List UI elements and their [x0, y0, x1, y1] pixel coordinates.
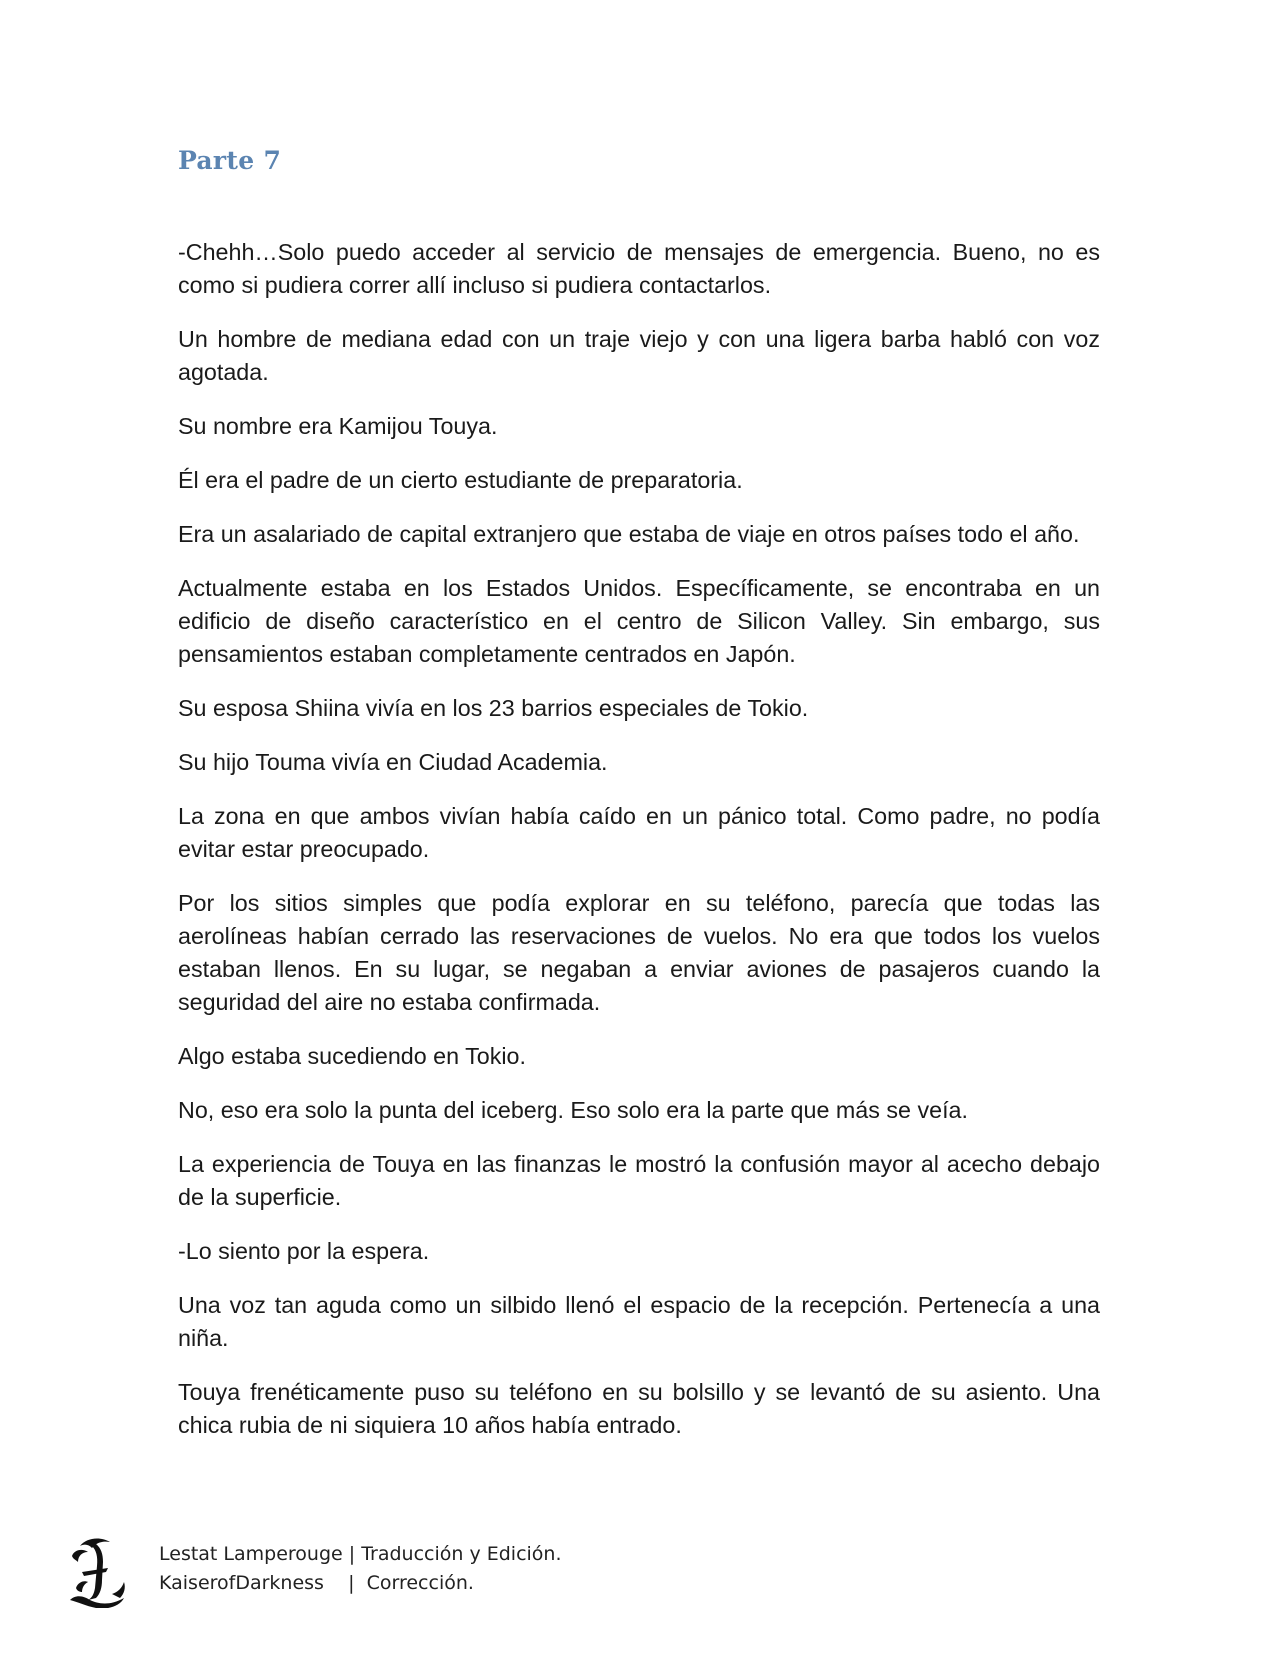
- credits: [159, 1540, 562, 1598]
- paragraph: Su nombre era Kamijou Touya.: [178, 413, 498, 439]
- paragraph: -Chehh…Solo puedo acceder al servicio de mensajes de emergencia. Bueno, no es como si pudiera correr allí incluso si pudiera contactarlos.: [178, 239, 1100, 298]
- paragraph: La experiencia de Touya en las finanzas le mostró la confusión mayor al acecho debajo de la superficie.: [178, 1151, 1100, 1210]
- paragraph: Era un asalariado de capital extranjero que estaba de viaje en otros países todo el año.: [178, 521, 1080, 547]
- paragraph: Su esposa Shiina vivía en los 23 barrios especiales de Tokio.: [178, 695, 809, 721]
- paragraph: Su hijo Touma vivía en Ciudad Academia.: [178, 749, 608, 775]
- page-footer: [66, 1536, 766, 1616]
- paragraph: Él era el padre de un cierto estudiante de preparatoria.: [178, 467, 743, 493]
- paragraph: Una voz tan aguda como un silbido llenó el espacio de la recepción. Pertenecía a una niña.: [178, 1292, 1100, 1351]
- credit-correction: KaiserofDarkness | Corrección.: [159, 1572, 474, 1594]
- section-heading: Parte 7: [178, 146, 282, 175]
- paragraph: Un hombre de mediana edad con un traje viejo y con una ligera barba habló con voz agotada.: [178, 326, 1100, 385]
- credit-translation: Lestat Lamperouge | Traducción y Edición.: [159, 1543, 562, 1565]
- paragraph: Actualmente estaba en los Estados Unidos. Específicamente, se encontraba en un edificio de diseño característico en el centro de Silicon Valley. Sin embargo, sus pensamientos estaban completamente centrados en Japón.: [178, 575, 1100, 667]
- paragraph: Algo estaba sucediendo en Tokio.: [178, 1043, 526, 1069]
- paragraph: La zona en que ambos vivían había caído en un pánico total. Como padre, no podía evitar estar preocupado.: [178, 803, 1100, 862]
- paragraph: -Lo siento por la espera.: [178, 1238, 430, 1264]
- paragraph: Por los sitios simples que podía explorar en su teléfono, parecía que todas las aerolíneas habían cerrado las reservaciones de vuelos. No era que todos los vuelos estaban llenos. En su lugar, se negaban a enviar aviones de pasajeros cuando la seguridad del aire no estaba confirmada.: [178, 890, 1100, 1015]
- body-text: [178, 236, 1100, 1463]
- paragraph: No, eso era solo la punta del iceberg. Eso solo era la parte que más se veía.: [178, 1097, 968, 1123]
- gothic-letter-L-icon: [66, 1536, 128, 1608]
- paragraph: Touya frenéticamente puso su teléfono en su bolsillo y se levantó de su asiento. Una chica rubia de ni siquiera 10 años había entrado.: [178, 1379, 1100, 1438]
